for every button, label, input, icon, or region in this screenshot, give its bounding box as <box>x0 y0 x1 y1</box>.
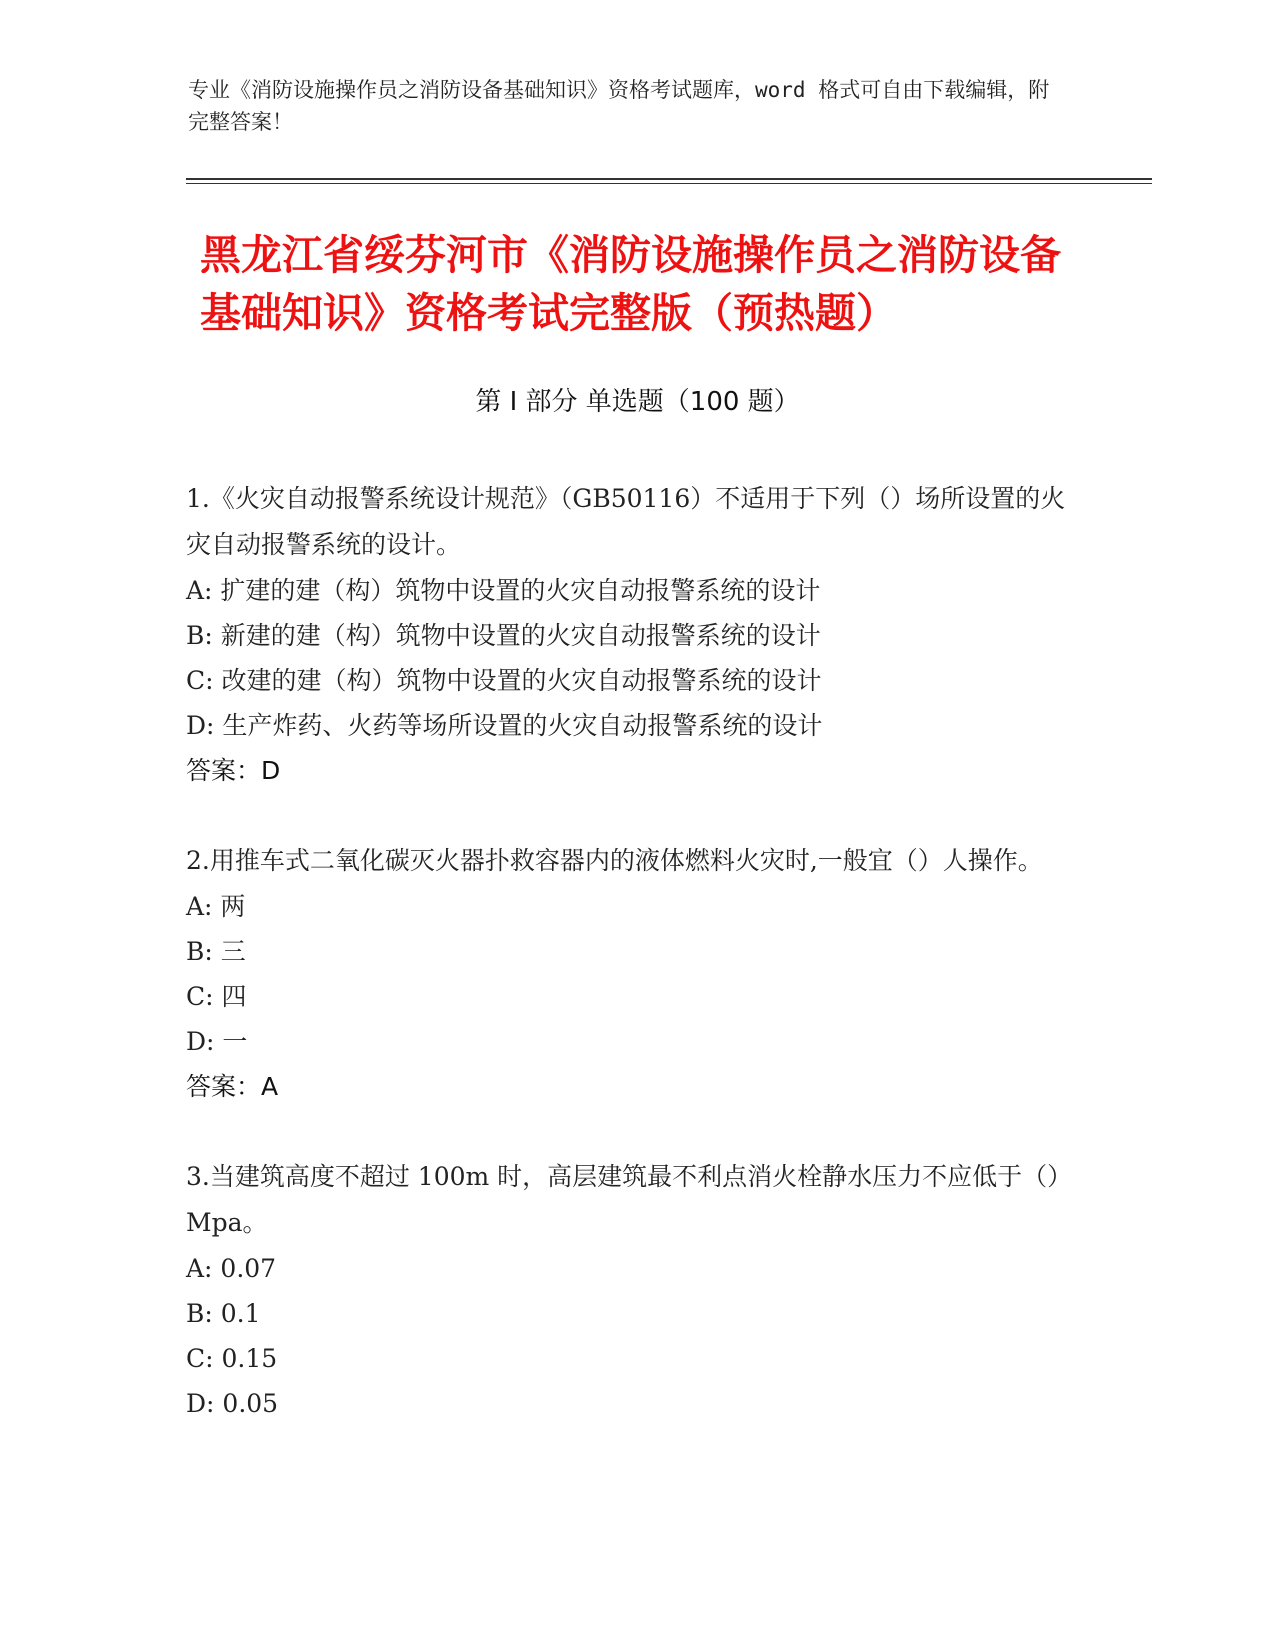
document-header-note: 专业《消防设施操作员之消防设备基础知识》资格考试题库，word 格式可自由下载编辑，附完整答案！ <box>188 78 1050 134</box>
option-b: B: 三 <box>186 937 246 966</box>
question-list <box>186 476 1081 1470</box>
option-a: A: 0.07 <box>186 1254 277 1283</box>
option-d: D: 生产炸药、火药等场所设置的火灾自动报警系统的设计 <box>186 711 823 740</box>
question-3 <box>186 1154 1081 1426</box>
question-stem: 2.用推车式二氧化碳灭火器扑救容器内的液体燃料火灾时,一般宜（）人操作。 <box>186 846 1043 875</box>
option-d: D: 一 <box>186 1027 248 1056</box>
option-b: B: 新建的建（构）筑物中设置的火灾自动报警系统的设计 <box>186 621 821 650</box>
question-1 <box>186 476 1081 794</box>
question-stem: 1.《火灾自动报警系统设计规范》（GB50116）不适用于下列（）场所设置的火灾自动报警系统的设计。 <box>186 484 1066 559</box>
option-c: C: 0.15 <box>186 1344 278 1373</box>
answer: 答案：A <box>186 1072 279 1101</box>
header-divider-thick <box>186 178 1152 180</box>
section-heading: 第 I 部分 单选题（100 题） <box>475 387 800 417</box>
question-stem: 3.当建筑高度不超过 100m 时，高层建筑最不利点消火栓静水压力不应低于（）Mpa。 <box>186 1162 1073 1237</box>
header-divider-thin <box>186 183 1152 184</box>
option-a: A: 扩建的建（构）筑物中设置的火灾自动报警系统的设计 <box>186 576 821 605</box>
question-2 <box>186 838 1081 1110</box>
option-c: C: 四 <box>186 982 247 1011</box>
option-b: B: 0.1 <box>186 1299 261 1328</box>
option-c: C: 改建的建（构）筑物中设置的火灾自动报警系统的设计 <box>186 666 822 695</box>
answer: 答案：D <box>186 756 281 785</box>
option-a: A: 两 <box>186 892 246 921</box>
document-title: 黑龙江省绥芬河市《消防设施操作员之消防设备基础知识》资格考试完整版（预热题） <box>200 231 1061 337</box>
option-d: D: 0.05 <box>186 1389 279 1418</box>
